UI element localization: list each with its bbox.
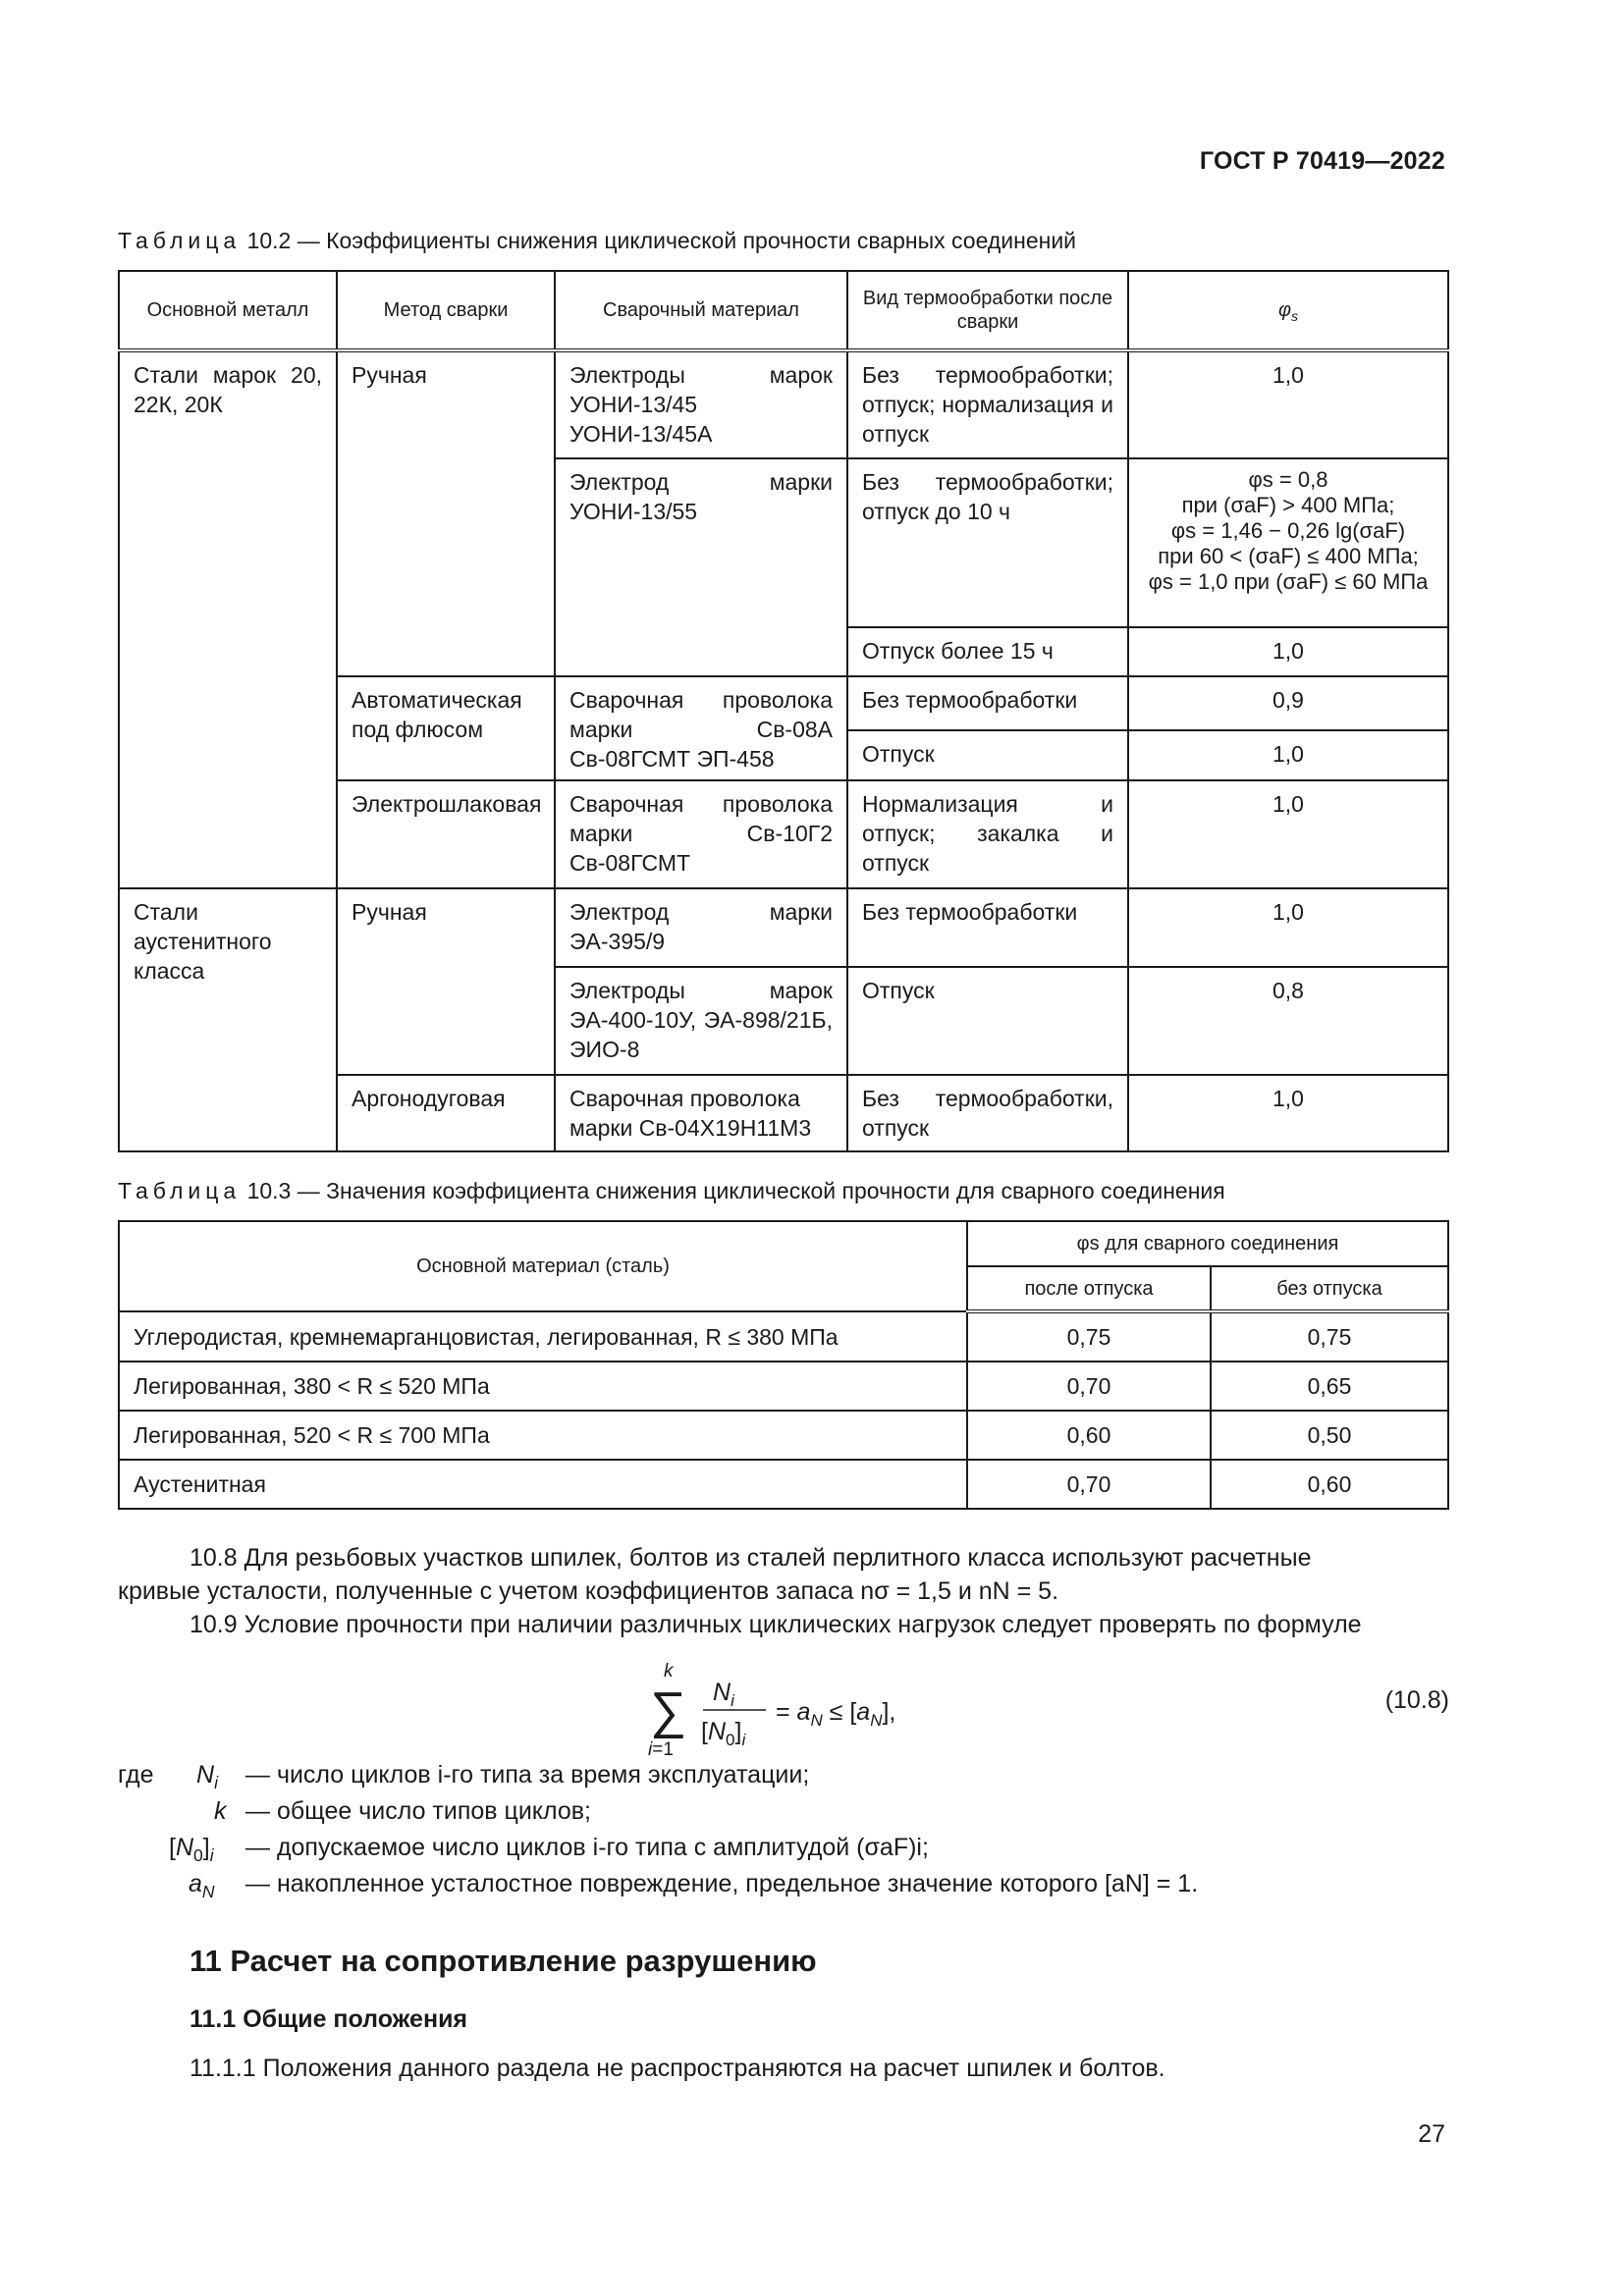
cell-phi-formula	[1128, 458, 1448, 627]
cell-method-auto: Автоматическая под флюсом	[337, 676, 555, 780]
cell-heat: Без термообработки; отпуск до 10 ч	[847, 458, 1128, 627]
table-10-3-caption	[118, 1178, 1225, 1204]
cell-heat: Без термообработки	[847, 888, 1128, 967]
symbol-k: k	[214, 1797, 227, 1825]
where-label: где	[118, 1761, 154, 1789]
cell-method-electroslag: Электрошлаковая	[337, 780, 555, 888]
definition-text: — число циклов i-го типа за время эксплуатации;	[245, 1761, 810, 1789]
symbol-an: $a_N$	[189, 1870, 215, 1901]
paragraph-11-1-1: 11.1.1 Положения данного раздела не распространяются на расчет шпилек и болтов.	[189, 2055, 1165, 2082]
svg-text:i=1: i=1	[648, 1739, 674, 1760]
table-10-2	[118, 270, 1449, 1152]
cell-material: Сварочная проволока марки Св-10Г2 Св-08ГСМТ	[555, 780, 847, 888]
formula-number: (10.8)	[1384, 1686, 1449, 1714]
svg-text:∑: ∑	[650, 1682, 687, 1739]
cell-method-argon: Аргонодуговая	[337, 1075, 555, 1151]
cell-material: Легированная, 520 < R ≤ 700 МПа	[119, 1411, 967, 1460]
cell-phi: 1,0	[1128, 350, 1448, 458]
svg-text:[N0]i: $[N_0]_i$	[701, 1718, 746, 1749]
cell-after: 0,60	[967, 1411, 1211, 1460]
phi-line: при (σaF) > 400 МПа;	[1181, 493, 1395, 517]
table-row	[119, 1362, 1448, 1411]
section-11-1-title: 11.1 Общие положения	[189, 2005, 468, 2033]
cell-after: 0,70	[967, 1460, 1211, 1509]
table-row	[119, 888, 1448, 967]
cell-material: Электроды марок УОНИ-13/45 УОНИ-13/45А	[555, 350, 847, 458]
cell-material: Легированная, 380 < R ≤ 520 МПа	[119, 1362, 967, 1411]
caption-text: 10.2 — Коэффициенты снижения циклической прочности сварных соединений	[241, 228, 1077, 253]
table-row	[119, 1311, 1448, 1362]
cell-after: 0,75	[967, 1311, 1211, 1362]
paragraph-10-8-line-1: 10.8 Для резьбовых участков шпилек, болтов из сталей перлитного класса используют расчетные	[189, 1544, 1312, 1572]
definition-text: — допускаемое число циклов i-го типа с амплитудой (σaF)i;	[245, 1834, 929, 1861]
cell-method-manual: Ручная	[337, 888, 555, 1075]
phi-line: φs = 1,0 при (σaF) ≤ 60 МПа	[1148, 569, 1429, 594]
cell-without: 0,60	[1211, 1460, 1448, 1509]
cell-heat: Отпуск	[847, 967, 1128, 1075]
cell-phi: 1,0	[1128, 627, 1448, 676]
cell-metal-1: Стали марок 20, 22К, 20К	[119, 350, 337, 888]
th-phi-welded: φs для сварного соединения	[967, 1221, 1448, 1266]
table-header-row	[119, 1221, 1448, 1266]
th-heat-treatment: Вид термообработки после сварки	[847, 271, 1128, 350]
cell-phi: 0,9	[1128, 676, 1448, 730]
cell-heat: Отпуск более 15 ч	[847, 627, 1128, 676]
table-row	[119, 1411, 1448, 1460]
th-base-material: Основной материал (сталь)	[119, 1221, 967, 1311]
cell-material: Сварочная проволока марки Св-08А Св-08ГСМТ ЭП-458	[555, 676, 847, 780]
cell-heat: Нормализация и отпуск; закалка и отпуск	[847, 780, 1128, 888]
cell-phi: 0,8	[1128, 967, 1448, 1075]
cell-phi: 1,0	[1128, 1075, 1448, 1151]
th-base-metal: Основной металл	[119, 271, 337, 350]
cell-material: Электрод марки ЭА-395/9	[555, 888, 847, 967]
cell-heat: Без термообработки	[847, 676, 1128, 730]
cell-heat: Отпуск	[847, 730, 1128, 780]
table-10-2-caption	[118, 228, 1076, 254]
table-row	[119, 350, 1448, 458]
th-without-tempering: без отпуска	[1211, 1266, 1448, 1311]
paragraph-10-9: 10.9 Условие прочности при наличии различных циклических нагрузок следует проверять по формуле	[189, 1611, 1362, 1638]
cell-after: 0,70	[967, 1362, 1211, 1411]
svg-text:k: k	[664, 1661, 674, 1682]
definition-text: — накопленное усталостное повреждение, предельное значение которого [aN] = 1.	[245, 1870, 1199, 1897]
section-11-title: 11 Расчет на сопротивление разрушению	[189, 1944, 817, 1978]
cell-material: Аустенитная	[119, 1460, 967, 1509]
cell-phi: 1,0	[1128, 888, 1448, 967]
sum-formula-graphic	[628, 1659, 943, 1767]
th-after-tempering: после отпуска	[967, 1266, 1211, 1311]
table-row	[119, 1460, 1448, 1509]
page-number: 27	[1418, 2120, 1445, 2148]
phi-line: φs = 0,8	[1248, 467, 1328, 492]
caption-label: Таблица	[118, 228, 242, 253]
cell-without: 0,50	[1211, 1411, 1448, 1460]
caption-text: 10.3 — Значения коэффициента снижения циклической прочности для сварного соединения	[241, 1178, 1225, 1203]
symbol-n0i: $[N_0]_i$	[169, 1834, 214, 1865]
cell-material: Углеродистая, кремнемарганцовистая, легированная, R ≤ 380 МПа	[119, 1311, 967, 1362]
cell-phi: 1,0	[1128, 780, 1448, 888]
svg-text:= aN ≤ [aN],: = $a_N \le [a_N]$,	[776, 1698, 896, 1730]
cell-without: 0,75	[1211, 1311, 1448, 1362]
paragraph-10-8-line-2: кривые усталости, полученные с учетом коэффициентов запаса nσ = 1,5 и nN = 5.	[118, 1577, 1059, 1605]
caption-label: Таблица	[118, 1178, 242, 1203]
phi-line: при 60 < (σaF) ≤ 400 МПа;	[1158, 544, 1419, 568]
cell-heat: Без термообработки; отпуск; нормализация и отпуск	[847, 350, 1128, 458]
cell-material: Сварочная проволока марки Св-04Х19Н11М3	[555, 1075, 847, 1151]
cell-method-manual: Ручная	[337, 350, 555, 676]
formula-10-8	[628, 1659, 943, 1767]
cell-without: 0,65	[1211, 1362, 1448, 1411]
table-header-row	[119, 271, 1448, 350]
cell-phi: 1,0	[1128, 730, 1448, 780]
document-code: ГОСТ Р 70419—2022	[1199, 147, 1445, 175]
th-welding-material: Сварочный материал	[555, 271, 847, 350]
cell-material: Электрод марки УОНИ-13/55	[555, 458, 847, 676]
cell-material: Электроды марок ЭА-400-10У, ЭА-898/21Б, ЭИО-8	[555, 967, 847, 1075]
phi-line: φs = 1,46 − 0,26 lg(σaF)	[1170, 518, 1406, 543]
symbol-ni: $N_i$	[196, 1761, 218, 1792]
definition-text: — общее число типов циклов;	[245, 1797, 592, 1825]
cell-metal-2: Стали аустенитного класса	[119, 888, 337, 1151]
cell-heat: Без термообработки, отпуск	[847, 1075, 1128, 1151]
table-10-3	[118, 1220, 1449, 1510]
th-welding-method: Метод сварки	[337, 271, 555, 350]
th-phi-s: $\varphi_s$	[1128, 271, 1448, 350]
svg-text:Ni: $N_i$	[713, 1679, 734, 1710]
